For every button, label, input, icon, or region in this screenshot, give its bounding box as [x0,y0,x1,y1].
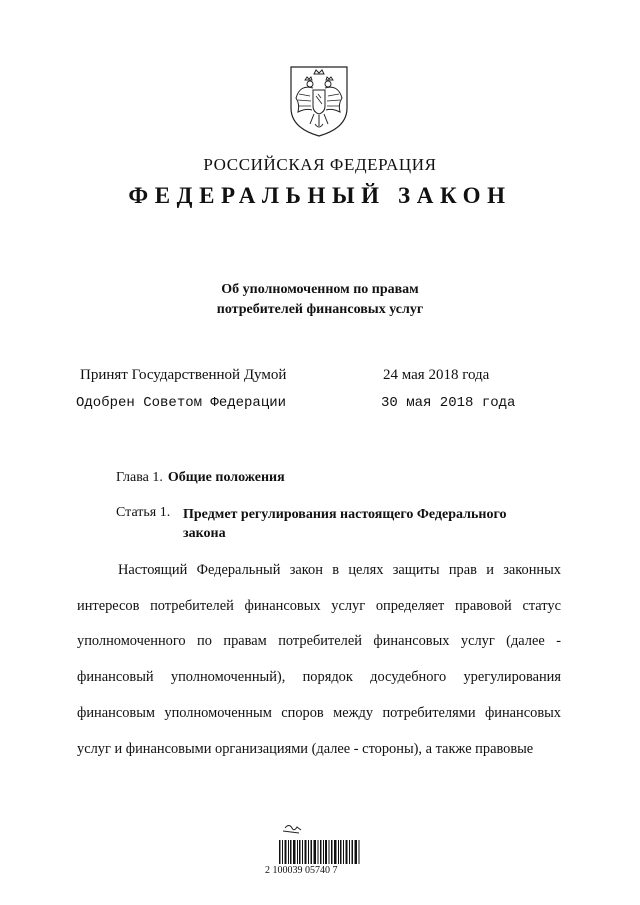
article-number: Статья 1. [116,505,171,520]
chapter-name: Общие положения [167,470,285,485]
duma-adoption-date: 24 мая 2018 года [383,367,490,383]
body-paragraph: Настоящий Федеральный закон в целях защиты прав и законных интересов потребителей финансовых услуг определяет правовой статус уполномоченного по правам потребителей финансовых услуг (далее - финансовый уполномоченный), порядок досудебного урегулирования финансовым уполномоченным споров между потребителями финансовых услуг и финансовыми организациями (далее - стороны), а также правовые [77,562,561,757]
law-title [0,280,640,320]
chapter-number: Глава 1. [116,470,163,485]
country-heading: РОССИЙСКАЯ ФЕДЕРАЦИЯ [203,155,437,174]
duma-adoption-label: Принят Государственной Думой [80,367,287,383]
council-approval-label: Одобрен Советом Федерации [76,395,287,411]
law-title-line-1: Об уполномоченном по правам [221,282,419,297]
document-type-heading: ФЕДЕРАЛЬНЫЙ ЗАКОН [128,183,512,208]
barcode-number: 2 100039 05740 7 [265,865,338,876]
chapter-heading [116,470,285,486]
signature-mark [283,826,301,834]
coat-of-arms-emblem [288,64,350,138]
council-approval-date: 30 мая 2018 года [381,395,516,411]
law-title-line-2: потребителей финансовых услуг [216,302,424,317]
article-name: Предмет регулирования настоящего Федерального закона [183,507,507,541]
barcode-bars [279,840,360,864]
